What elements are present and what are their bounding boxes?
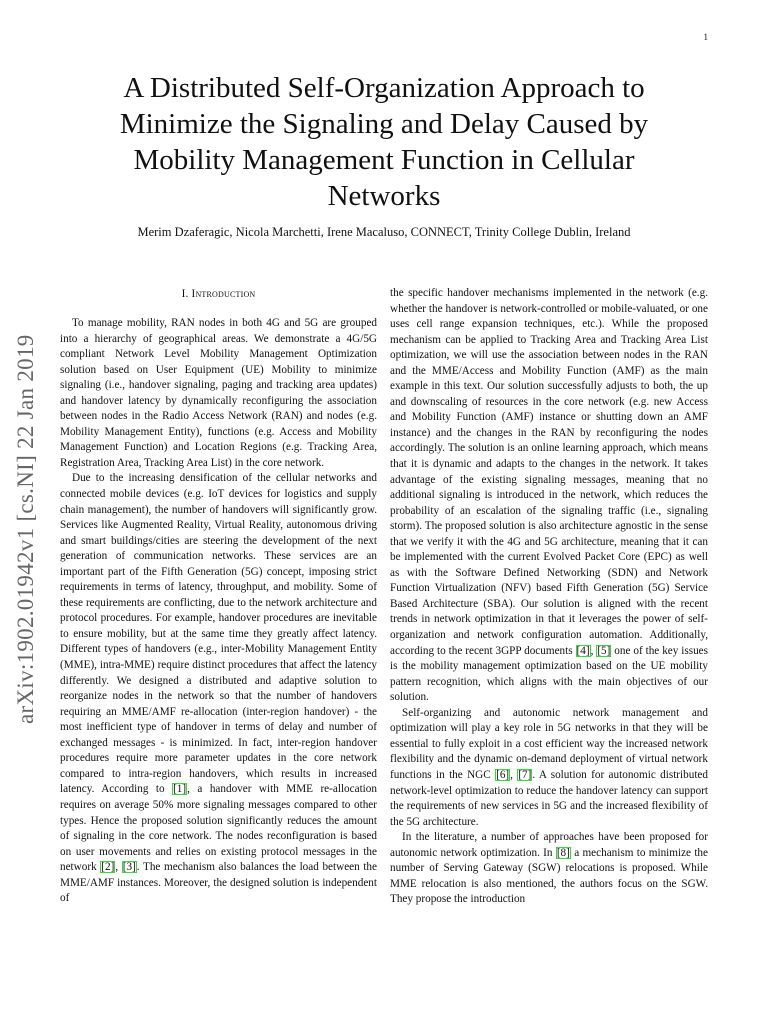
author-line: Merim Dzaferagic, Nicola Marchetti, Irene Macaluso, CONNECT, Trinity College Dublin, Ireland xyxy=(137,225,631,239)
citation-link[interactable]: [6] xyxy=(496,768,510,781)
intro-paragraph-2 xyxy=(60,471,377,906)
paragraph-text: , a handover with MME re-allocation requires on average 50% more signaling messages compared to other types. Hence the proposed solution significantly reduces the amount of signaling in the core network. The nodes reconfiguration is based on user movements and relies on existing protocol messages in the network xyxy=(60,783,377,874)
paper-title xyxy=(60,70,708,214)
citation-link[interactable]: [4] xyxy=(576,644,590,657)
right-column xyxy=(390,286,708,908)
citation-link[interactable]: [5] xyxy=(597,644,611,657)
arxiv-watermark: arXiv:1902.01942v1 [cs.NI] 22 Jan 2019 xyxy=(13,334,38,724)
section-number: I. xyxy=(181,288,189,300)
paragraph-text: . The mechanism also balances the load between the MME/AMF instances. Moreover, the designed solution is independent of xyxy=(60,861,377,905)
citation-link[interactable]: [3] xyxy=(122,861,136,874)
citation-separator: , xyxy=(510,768,518,781)
title-line: Networks xyxy=(327,180,441,212)
paragraph-text: Self-organizing and autonomic network management and optimization will play a key role in 5G networks in that they will be essential to fully exploit in a cost efficient way the increased network flexibility and the dynamic on-demand deployment of virtual network functions in the NGC xyxy=(390,706,708,781)
page-number: 1 xyxy=(703,32,708,42)
paragraph-text: In the literature, a number of approaches have been proposed for autonomic network optimization. In xyxy=(390,831,708,859)
paragraph-literature xyxy=(390,830,708,908)
citation-separator: , xyxy=(115,861,122,874)
paragraph-text: . A solution for autonomic distributed network-level optimization to reduce the handover latency can support the requirements of new services in 5G and the increased flexibility of the 5G architecture. xyxy=(390,768,708,828)
paragraph-text: a mechanism to minimize the number of Serving Gateway (SGW) relocations is proposed. While MME relocation is also mentioned, the authors focus on the SGW. They propose the introduction xyxy=(390,846,708,906)
citation-link[interactable]: [2] xyxy=(101,861,115,874)
paragraph-text: one of the key issues is the mobility management optimization based on the UE mobility pattern recognition, which aligns with the main objectives of our solution. xyxy=(390,644,709,704)
title-line: Mobility Management Function in Cellular xyxy=(133,144,635,176)
title-line: Minimize the Signaling and Delay Caused by xyxy=(119,108,649,140)
section-heading xyxy=(60,286,377,302)
paragraph-self-organizing xyxy=(390,706,708,830)
section-title: Introduction xyxy=(191,288,256,300)
title-line: A Distributed Self-Organization Approach to xyxy=(123,72,645,104)
citation-link[interactable]: [8] xyxy=(556,846,570,859)
left-column xyxy=(60,286,377,907)
continued-paragraph xyxy=(390,286,708,706)
intro-paragraph-1: To manage mobility, RAN nodes in both 4G and 5G are grouped into a hierarchy of geographical areas. We demonstrate a 4G/5G compliant Network Level Mobility Management Optimization solution based on User Equipment (UE) Mobility to minimize signaling (i.e., handover signaling, paging and tracking area updates) and handover latency by dynamically reconfiguring the association between nodes in the Radio Access Network (RAN) and nodes (e.g. Mobility Management Entity), functions (e.g. Access and Mobility Management Function) and Location Regions (e.g. Tracking Area, Registration Area, Tracking Area List) in the core network. xyxy=(60,317,377,469)
paragraph-text: the specific handover mechanisms implemented in the network (e.g. whether the handover is network-controlled or mobile-valuated, or one uses cell range expansion techniques, etc.). While the proposed mechanism can be applied to Tracking Area and Tracking Area List optimization, we will use the association between nodes in the RAN and the MME/Access and Mobility Function (AMF) as the main example in this text. Our solution successfully adjusts to both, the up and downscaling of resources in the core network (e.g. new Access and Mobility Function (AMF) instance or shutting down an AMF instance) and the changes in the RAN by reconfiguring the nodes accordingly. The solution is an online learning approach, which means that it is dynamic and adapts to the changes in the network. It takes advantage of the existing signaling messages, meaning that no additional signaling is introduced in the network, which reduces the probability of an escalation of the signaling traffic (i.e., signaling storm). The proposed solution is also architecture agnostic in the sense that we verify it with the 4G and 5G architecture, meaning that it can be implemented with the current Evolved Packet Core (EPC) as well as with the Software Defined Networking (SDN) and Network Function Virtualization (NFV) based Fifth Generation (5G) Service Based Architecture (SBA). Our solution is aligned with the recent trends in network optimization in that it leverages the power of self-organization and network configuration automation. Additionally, according to the recent 3GPP documents xyxy=(390,287,708,657)
paragraph-text: Due to the increasing densification of the cellular networks and connected mobile devices (e.g. IoT devices for logistics and supply chain management), the number of handovers will significantly grow. Services like Augmented Reality, Virtual Reality, autonomous driving and smart buildings/cities are steering the development of the next generation of communication networks. These services are an important part of the Fifth Generation (5G) concept, imposing strict requirements in terms of latency, throughput, and mobility. Some of these requirements are conflicting, due to the network architecture and protocol procedures. For example, handover procedures are inevitable to ensure mobility, but at the same time they greatly affect latency. Different types of handovers (e.g., inter-Mobility Management Entity (MME), intra-MME) require distinct procedures that affect the latency differently. We designed a distributed and adaptive solution to reorganize nodes in the network so that the number of handovers requiring an MME/AMF re-allocation (inter-region handover) - the most inefficient type of handover in terms of delay and number of exchanged messages - is minimized. In fact, inter-region handover procedures require more parameter updates in the core network compared to intra-region handovers, which results in increased latency. According to xyxy=(60,472,377,796)
citation-separator: , xyxy=(590,644,597,657)
citation-link[interactable]: [7] xyxy=(518,768,532,781)
citation-link[interactable]: [1] xyxy=(173,783,187,796)
